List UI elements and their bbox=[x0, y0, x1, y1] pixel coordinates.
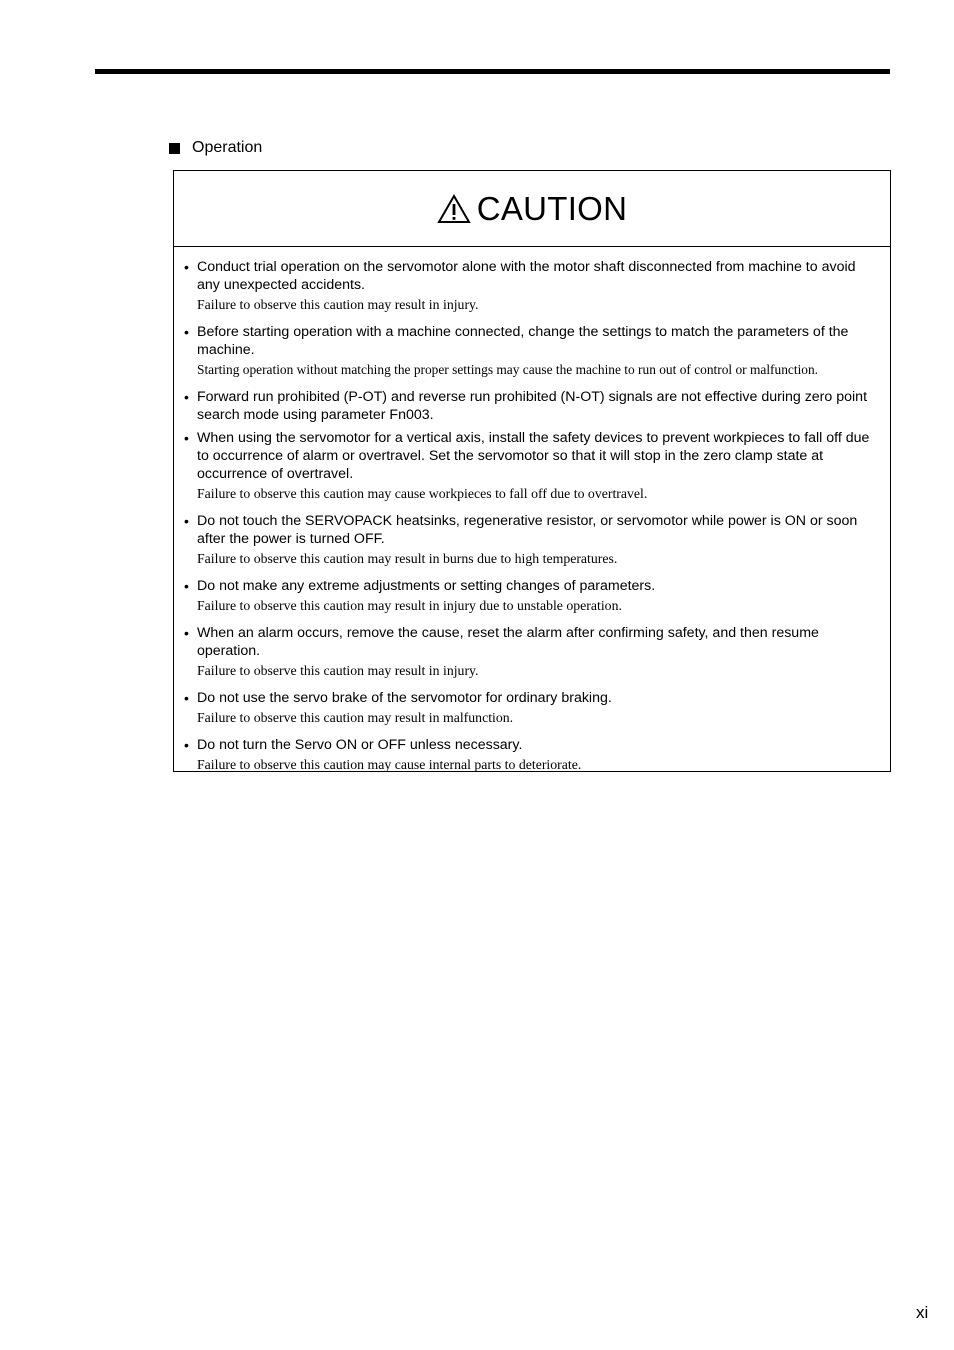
section-heading-label: Operation bbox=[192, 139, 263, 156]
caution-item bbox=[174, 429, 890, 503]
bullet-icon: • bbox=[184, 259, 189, 275]
caution-item bbox=[174, 512, 890, 568]
caution-title: CAUTION bbox=[476, 189, 628, 227]
caution-item-text: Forward run prohibited (P-OT) and reverse run prohibited (N-OT) signals are not effective during zero point search mode using parameter Fn003. bbox=[197, 389, 868, 423]
caution-item-note: Failure to observe this caution may result in injury due to unstable operation. bbox=[197, 598, 622, 613]
warning-triangle-icon bbox=[437, 194, 471, 224]
caution-item-note: Failure to observe this caution may result in injury. bbox=[197, 297, 479, 312]
caution-item bbox=[174, 258, 890, 314]
bullet-icon: • bbox=[184, 513, 189, 529]
square-bullet-icon bbox=[169, 143, 180, 154]
page-number: xi bbox=[916, 1303, 929, 1322]
caution-item-text: Conduct trial operation on the servomotor alone with the motor shaft disconnected from machine to avoid any unexpected accidents. bbox=[197, 259, 856, 293]
caution-item bbox=[174, 624, 890, 680]
caution-item-text: Do not touch the SERVOPACK heatsinks, regenerative resistor, or servomotor while power is ON or soon after the power is turned OFF. bbox=[197, 513, 858, 547]
caution-item bbox=[174, 388, 890, 424]
caution-item-note: Failure to observe this caution may result in burns due to high temperatures. bbox=[197, 551, 618, 566]
bullet-icon: • bbox=[184, 578, 189, 594]
caution-item-text: Do not use the servo brake of the servomotor for ordinary braking. bbox=[197, 690, 612, 706]
caution-item-note: Starting operation without matching the proper settings may cause the machine to run out of control or malfunction. bbox=[197, 362, 819, 377]
caution-item-note: Failure to observe this caution may result in injury. bbox=[197, 663, 479, 678]
caution-item-text: When an alarm occurs, remove the cause, reset the alarm after confirming safety, and then resume operation. bbox=[197, 625, 819, 659]
caution-item bbox=[174, 323, 890, 379]
bullet-icon: • bbox=[184, 737, 189, 753]
caution-item-note: Failure to observe this caution may cause workpieces to fall off due to overtravel. bbox=[197, 486, 648, 501]
caution-item-text: Before starting operation with a machine connected, change the settings to match the parameters of the machine. bbox=[197, 324, 849, 358]
caution-item-text: When using the servomotor for a vertical axis, install the safety devices to prevent workpieces to fall off due to occurrence of alarm or overtravel. Set the servomotor so that it will stop in the zero clamp state at occurrence of overtravel. bbox=[197, 430, 870, 482]
bullet-icon: • bbox=[184, 690, 189, 706]
caution-header bbox=[174, 171, 890, 247]
caution-item bbox=[174, 689, 890, 727]
caution-item-note: Failure to observe this caution may result in malfunction. bbox=[197, 710, 514, 725]
bullet-icon: • bbox=[184, 389, 189, 405]
caution-item bbox=[174, 736, 890, 774]
section-heading bbox=[169, 137, 262, 159]
caution-item-note: Failure to observe this caution may cause internal parts to deteriorate. bbox=[197, 757, 582, 772]
caution-item-text: Do not turn the Servo ON or OFF unless necessary. bbox=[197, 737, 523, 753]
bullet-icon: • bbox=[184, 430, 189, 446]
top-rule bbox=[95, 69, 890, 74]
caution-box bbox=[173, 170, 891, 772]
caution-item-text: Do not make any extreme adjustments or setting changes of parameters. bbox=[197, 578, 656, 594]
bullet-icon: • bbox=[184, 324, 189, 340]
bullet-icon: • bbox=[184, 625, 189, 641]
caution-item bbox=[174, 577, 890, 615]
